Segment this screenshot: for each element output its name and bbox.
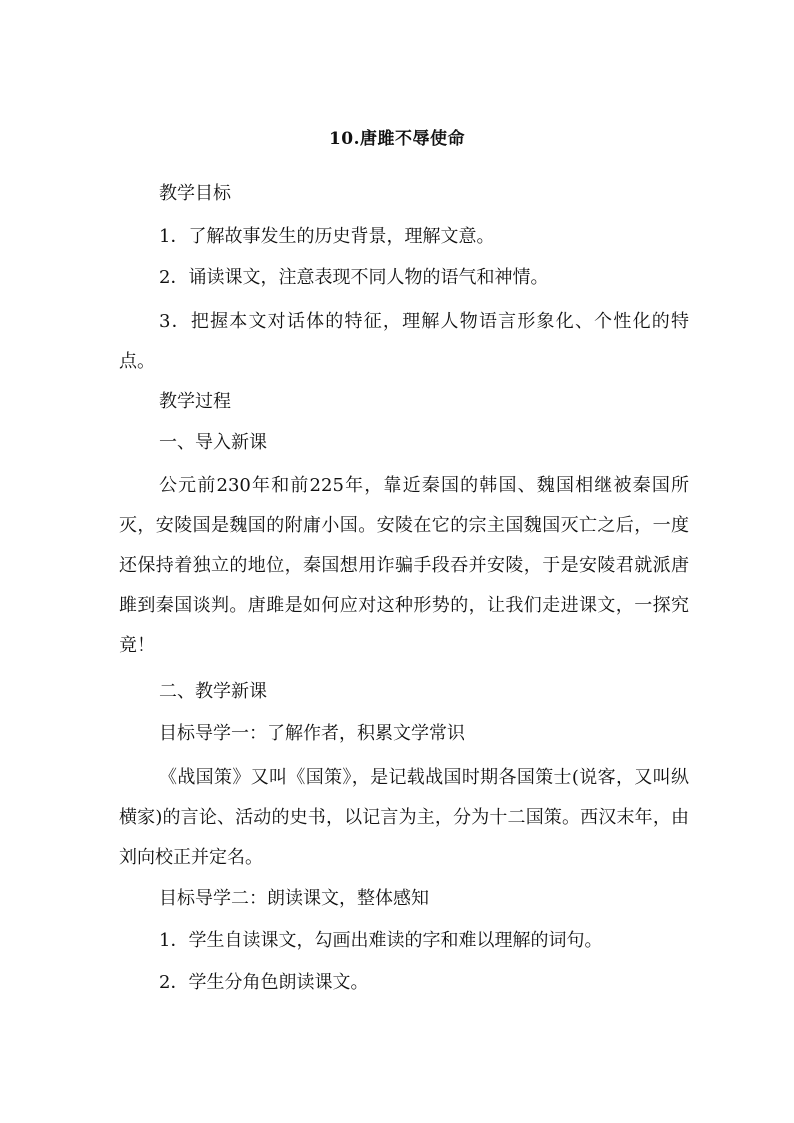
objective-item-2: 2．诵读课文，注意表现不同人物的语气和神情。 [159, 267, 549, 288]
intro-paragraph: 公元前230年和前225年，靠近秦国的韩国、魏国相继被秦国所灭，安陵国是魏国的附庸小国。安陵在它的宗主国魏国灭亡之后，一度还保持着独立的地位，秦国想用诈骗手段吞并安陵，于是安陵君就派唐雎到秦国谈判。唐雎是如何应对这种形势的，让我们走进课文，一探究竟！ [119, 475, 689, 656]
objective-item-1: 1．了解故事发生的历史背景，理解文意。 [159, 226, 495, 247]
process-heading: 教学过程 [159, 391, 231, 412]
part1-heading: 一、导入新课 [159, 432, 267, 453]
goal2-item-1: 1．学生自读课文，勾画出难读的字和难以理解的词句。 [159, 930, 603, 951]
lesson-title: 10.唐雎不辱使命 [328, 129, 466, 149]
objective-item-3: 3．把握本文对话体的特征，理解人物语言形象化、个性化的特点。 [119, 311, 689, 372]
goal2-heading: 目标导学二：朗读课文，整体感知 [159, 888, 429, 909]
goal2-item-2: 2．学生分角色朗读课文。 [159, 972, 369, 993]
objectives-heading: 教学目标 [159, 183, 231, 204]
goal1-paragraph: 《战国策》又叫《国策》，是记载战国时期各国策士(说客，又叫纵横家)的言论、活动的史书，以记言为主，分为十二国策。西汉末年，由刘向校正并定名。 [119, 767, 689, 868]
goal1-heading: 目标导学一：了解作者，积累文学常识 [159, 723, 465, 744]
part2-heading: 二、教学新课 [159, 681, 267, 702]
